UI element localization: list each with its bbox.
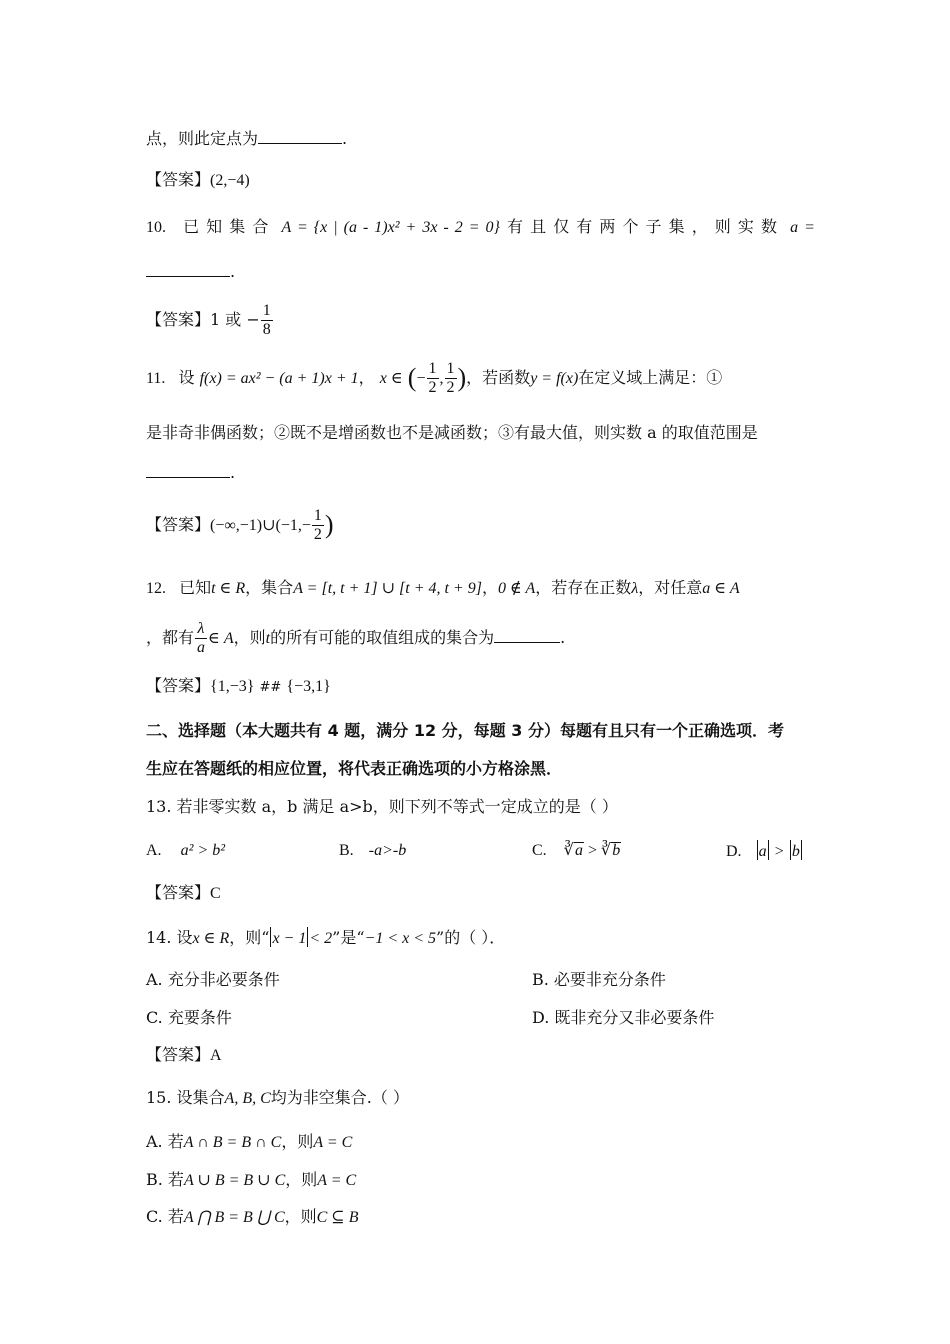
q11-line2 (146, 423, 758, 443)
option-label: C. (532, 842, 547, 859)
q14-text-post: ”的（ ）． (436, 928, 506, 947)
option-result: A = C (317, 1172, 357, 1189)
cube-root-sign: ∛ (563, 842, 574, 859)
q12-text: ，对任意 (638, 578, 703, 597)
fraction-numerator: 1 (262, 302, 271, 319)
abs-bar (801, 840, 802, 860)
q11-end: . (230, 463, 236, 482)
q11-line3 (146, 463, 235, 483)
fraction (445, 360, 457, 397)
option-formula: a² > b² (180, 842, 226, 859)
q12-end: . (560, 628, 566, 647)
q11-text: ，若函数 (466, 368, 531, 387)
abs-bar (790, 840, 791, 860)
section2-heading-line2 (146, 759, 562, 779)
answer-blank (258, 129, 342, 144)
fraction-numerator: 1 (313, 507, 322, 524)
q12-text: ，都有 (146, 628, 195, 647)
q15-text: 15. 设集合 (146, 1088, 225, 1107)
q13-option-a (146, 840, 225, 861)
q9-end: . (342, 129, 348, 148)
q10-var: a = (790, 219, 815, 236)
q12-a-in-a: a ∈ A (702, 580, 740, 597)
q12-text: ，则 (233, 628, 266, 647)
fraction-numerator: 1 (428, 360, 437, 377)
q14-option-a (146, 970, 280, 990)
q10-end: . (230, 262, 236, 281)
option-text: ，则 (284, 1207, 317, 1226)
q12-line2 (146, 620, 565, 657)
fraction-denominator: 8 (262, 321, 271, 338)
answer-value: 1 或 − (210, 310, 260, 329)
abs-bar (768, 840, 769, 860)
abs-var: b (791, 843, 800, 860)
option-text: ，则 (281, 1132, 314, 1151)
answer-14 (146, 1045, 222, 1066)
option-result: A = C (313, 1134, 353, 1151)
q14-text: 14. 设 (146, 928, 193, 947)
option-condition: A ⋂ B = B ⋃ C (183, 1209, 285, 1226)
q12-text-post: 的所有可能的取值组成的集合为 (270, 628, 495, 647)
q14-option-d (532, 1008, 714, 1028)
q14-option-b (532, 970, 666, 990)
fraction-numerator: 1 (446, 360, 455, 377)
answer-label: 【答案】 (146, 676, 211, 695)
option-text: C. 充要条件 (146, 1008, 232, 1027)
q13-option-c (532, 840, 621, 861)
answer-10 (146, 302, 274, 339)
minus-sign: − (416, 370, 426, 387)
option-formula: -a>-b (368, 842, 407, 859)
q11-yf: y = f(x) (530, 370, 579, 387)
cube-root-sign: > ∛ (583, 842, 612, 859)
q11-text-post: 在定义域上满足：① (578, 368, 723, 387)
union-symbol: ∪ (262, 517, 276, 534)
q11-text: 设 (178, 368, 195, 387)
q14-condition-2: −1 < x < 5 (364, 930, 437, 947)
radicand: a (574, 842, 583, 859)
option-condition: A ∩ B = B ∩ C (183, 1134, 282, 1151)
option-label: A. (146, 842, 162, 859)
q14-abs-expr: x − 1 (272, 930, 307, 947)
fraction-denominator: 2 (313, 526, 322, 543)
answer-separator: ## (259, 680, 282, 695)
option-text: B. 若 (146, 1170, 184, 1189)
greater-than: > (774, 843, 784, 860)
q12-text: ，若存在正数 (535, 578, 632, 597)
q11-function-formula: f(x) = ax² − (a + 1)x + 1 (199, 370, 359, 387)
q13-option-b (339, 840, 406, 861)
question-number: 10. (146, 219, 166, 236)
q12-text: 已知 (179, 578, 212, 597)
answer-label: 【答案】 (146, 515, 211, 534)
abs-var: a (758, 843, 767, 860)
answer-label: 【答案】 (146, 310, 211, 329)
answer-blank (494, 628, 560, 643)
q13-stem (146, 797, 618, 817)
interval-paren: ( (407, 363, 417, 392)
question-number: 11. (146, 370, 166, 387)
option-text: B. 必要非充分条件 (532, 970, 666, 989)
option-label: B. (339, 842, 354, 859)
q12-t: t (265, 630, 271, 647)
q15-stem (146, 1088, 409, 1109)
fraction-denominator: 2 (428, 379, 437, 396)
q14-x-in-r: x ∈ R (192, 930, 230, 947)
q11-line1: 11. 设 f(x) = ax² − (a + 1)x + 1， x ∈ (− $\frac{1}{2}$ , $\frac{1}{2}$ )，若函数y = f(x)在定义域上满足：① (146, 360, 723, 396)
section2-heading-line1 (146, 721, 784, 741)
answer-11 (146, 505, 334, 546)
option-label: D. (726, 843, 742, 860)
fraction-denominator: 2 (446, 379, 455, 396)
q11-conditions: 是非奇非偶函数；②既不是增函数也不是减函数；③有最大值，则实数 a 的取值范围是 (146, 423, 758, 442)
q10-text-post: 有 且 仅 有 两 个 子 集 ， 则 实 数 (507, 217, 777, 236)
answer-label: 【答案】 (146, 883, 211, 902)
q12-in-a: ∈ A (208, 630, 234, 647)
interval-paren: ) (324, 510, 334, 539)
answer-value: A (210, 1047, 222, 1064)
answer-set-1: {1,−3} (210, 678, 255, 695)
answer-interval-1: (−∞,−1) (210, 517, 263, 534)
q12-notin: 0 ∉ A (497, 580, 536, 597)
fraction (261, 302, 273, 339)
answer-value: (2,−4) (210, 172, 250, 189)
q10-set-formula: A = {x | (a - 1)x² + 3x - 2 = 0} (281, 219, 500, 236)
section2-text: 生应在答题纸的相应位置，将代表正确选项的小方格涂黑． (146, 759, 563, 778)
q15-option-b (146, 1170, 356, 1191)
q10-line1 (146, 217, 815, 238)
section2-text: 二、选择题（本大题共有 4 题，满分 12 分，每题 3 分）每题有且只有一个正确选项．考 (146, 721, 784, 740)
abs-bar (757, 840, 758, 860)
q9-tail-text: 点，则此定点为 (146, 129, 259, 148)
q13-option-d (726, 840, 803, 862)
answer-blank (146, 463, 230, 478)
q15-option-a (146, 1132, 352, 1153)
answer-set-2: {−3,1} (286, 678, 331, 695)
answer-label: 【答案】 (146, 1045, 211, 1064)
fraction-denominator: a (197, 639, 206, 656)
option-text: A. 充分非必要条件 (146, 970, 280, 989)
question-number: 12. (146, 580, 166, 597)
q14-condition-1: < 2 (309, 930, 333, 947)
q15-text-post: 均为非空集合.（ ） (270, 1088, 409, 1107)
answer-interval-2: (−1,− (275, 517, 311, 534)
q15-sets: A, B, C (224, 1090, 271, 1107)
q9-tail-line (146, 129, 347, 149)
q14-text: ”是“ (332, 928, 365, 947)
answer-value: C (210, 885, 221, 902)
option-text: A. 若 (146, 1132, 184, 1151)
q12-set-formula: A = [t, t + 1] ∪ [t + 4, t + 9] (293, 580, 482, 597)
q15-option-c (146, 1207, 358, 1228)
q14-text: ，则“ (229, 928, 270, 947)
q13-text: 13. 若非零实数 a，b 满足 a>b，则下列不等式一定成立的是（ ） (146, 797, 618, 816)
fraction (312, 507, 324, 544)
option-text: D. 既非充分又非必要条件 (532, 1008, 715, 1027)
fraction-numerator: λ (197, 620, 205, 637)
comma: , (439, 370, 444, 387)
q12-text: ，集合 (245, 578, 294, 597)
q12-text: ， (481, 578, 498, 597)
q12-lambda: λ (631, 580, 639, 597)
option-result: C ⊆ B (316, 1209, 359, 1226)
q14-stem (146, 927, 505, 949)
interval-paren: ) (457, 363, 467, 392)
answer-label: 【答案】 (146, 170, 211, 189)
q12-line1 (146, 578, 740, 599)
option-condition: A ∪ B = B ∪ C (183, 1172, 286, 1189)
q11-domain-var: x ∈ (379, 370, 403, 387)
option-text: C. 若 (146, 1207, 184, 1226)
answer-13 (146, 883, 221, 904)
answer-9 (146, 170, 250, 191)
option-text: ，则 (285, 1170, 318, 1189)
answer-blank (146, 262, 230, 277)
q14-option-c (146, 1008, 232, 1028)
q10-line2 (146, 262, 235, 282)
q12-t-in-r: t ∈ R (211, 580, 246, 597)
q10-text: 已 知 集 合 (183, 217, 269, 236)
fraction (195, 620, 207, 657)
fraction (427, 360, 439, 397)
answer-12 (146, 676, 331, 698)
radicand: b (612, 842, 621, 859)
